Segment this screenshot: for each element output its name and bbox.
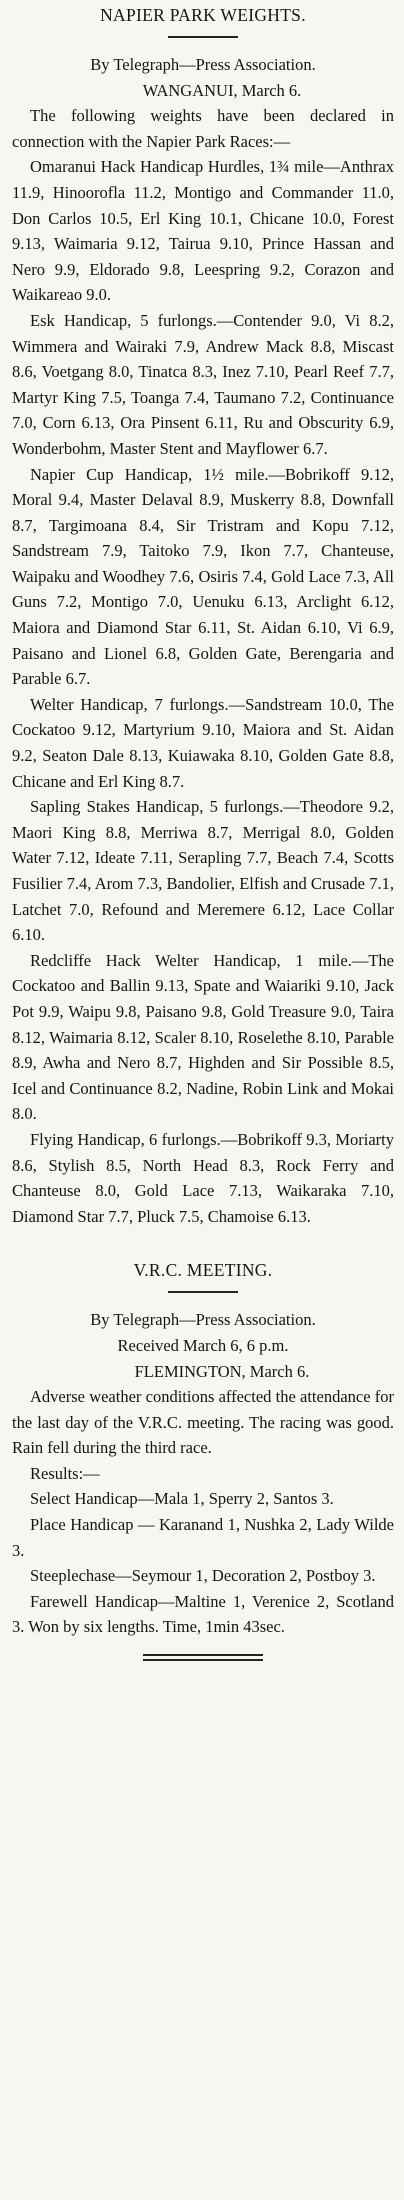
dateline-flemington: FLEMINGTON, March 6. xyxy=(134,1361,310,1381)
article-heading-vrc: V.R.C. MEETING. xyxy=(133,1260,273,1281)
result-entry: Select Handicap—Mala 1, Sperry 2, Santos 3. xyxy=(30,1489,334,1509)
article-heading-napier: NAPIER PARK WEIGHTS. xyxy=(100,5,306,25)
race-entry: Welter Handicap, 7 furlongs.—Sandstream 10.0, The Cockatoo 9.12, Martyrium 9.10, Maiora and St. Aidan 9.2, Seaton Dale 8.13, Kuiawaka 8.10, Golden Gate 8.8, Chicane and Erl King 8.7. xyxy=(12,694,394,791)
heading-rule xyxy=(168,1291,238,1293)
race-weights-list xyxy=(12,154,394,1229)
end-of-article-rule xyxy=(143,1654,263,1661)
race-results-list xyxy=(12,1486,394,1640)
result-entry: Place Handicap — Karanand 1, Nushka 2, Lady Wilde 3. xyxy=(12,1515,394,1560)
race-entry: Napier Cup Handicap, 1½ mile.—Bobrikoff 9.12, Moral 9.4, Master Delaval 8.9, Muskerry 8.8, Downfall 8.7, Targimoana 8.4, Sir Tristram and Kopu 7.12, Sandstream 7.9, Taitoko 7.9, Ikon 7.7, Chanteuse, Waipaku and Woodhey 7.6, Osiris 7.4, Gold Lace 7.3, All Guns 7.2, Montigo 7.0, Uenuku 6.13, Arclight 6.12, Maiora and Diamond Star 6.11, St. Aidan 6.10, Vi 6.9, Paisano and Lionel 6.8, Golden Gate, Berengaria and Parable 6.7. xyxy=(12,464,394,689)
intro-vrc: Adverse weather conditions affected the attendance for the last day of the V.R.C. meeting. The racing was good. Rain fell during the third race. xyxy=(12,1387,394,1458)
race-entry: Redcliffe Hack Welter Handicap, 1 mile.—The Cockatoo and Ballin 9.13, Spate and Waiariki 9.10, Jack Pot 9.9, Waipu 9.8, Paisano 9.8, Gold Treasure 9.0, Taira 8.12, Waimaria 8.12, Scaler 8.10, Roselethe 8.10, Parable 8.9, Awha and Nero 8.7, Highden and Sir Possible 8.5, Icel and Continuance 8.2, Nadine, Robin Link and Mokai 8.0. xyxy=(12,950,394,1124)
intro-napier: The following weights have been declared in connection with the Napier Park Races:— xyxy=(12,106,394,151)
heading-rule xyxy=(168,36,238,38)
race-entry: Omaranui Hack Handicap Hurdles, 1¾ mile—Anthrax 11.9, Hinoorofla 11.2, Montigo and Commander 11.0, Don Carlos 10.5, Erl King 10.1, Chicane 10.0, Forest 9.13, Waimaria 9.12, Tairua 9.10, Prince Hassan and Nero 9.9, Eldorado 9.8, Leespring 9.2, Corazon and Waikareao 9.0. xyxy=(12,157,394,305)
race-entry: Flying Handicap, 6 furlongs.—Bobrikoff 9.3, Moriarty 8.6, Stylish 8.5, North Head 8.3, Rock Ferry and Chanteuse 8.0, Gold Lace 7.13, Waikaraka 7.10, Diamond Star 7.7, Pluck 7.5, Chamoise 6.13. xyxy=(12,1129,394,1226)
race-entry: Esk Handicap, 5 furlongs.—Contender 9.0, Vi 8.2, Wimmera and Wairaki 7.9, Andrew Mack 8.8, Miscast 8.6, Voetgang 8.0, Tinatca 8.3, Inez 7.10, Pearl Reef 7.7, Martyr King 7.5, Toanga 7.4, Taumano 7.2, Continuance 7.0, Corn 6.13, Ora Pinsent 6.11, Ru and Obscurity 6.9, Wonderbohm, Master Stent and Mayflower 6.7. xyxy=(12,310,394,458)
race-entry: Sapling Stakes Handicap, 5 furlongs.—Theodore 9.2, Maori King 8.8, Merriwa 8.7, Merrigal 8.0, Golden Water 7.12, Ideate 7.11, Serapling 7.7, Beach 7.4, Scotts Fusilier 7.4, Arom 7.3, Bandolier, Elfish and Crusade 7.1, Latchet 7.0, Refound and Meremere 6.12, Lace Collar 6.10. xyxy=(12,797,394,945)
byline-napier: By Telegraph—Press Association. xyxy=(90,55,316,74)
results-label: Results:— xyxy=(30,1463,100,1483)
dateline-wanganui: WANGANUI, March 6. xyxy=(142,80,302,100)
byline-vrc: By Telegraph—Press Association. xyxy=(90,1310,316,1330)
received-time: Received March 6, 6 p.m. xyxy=(117,1335,289,1355)
result-entry: Farewell Handicap—Maltine 1, Verenice 2, Scotland 3. Won by six lengths. Time, 1min 43sec. xyxy=(12,1591,394,1637)
result-entry: Steeplechase—Seymour 1, Decoration 2, Postboy 3. xyxy=(30,1566,376,1586)
